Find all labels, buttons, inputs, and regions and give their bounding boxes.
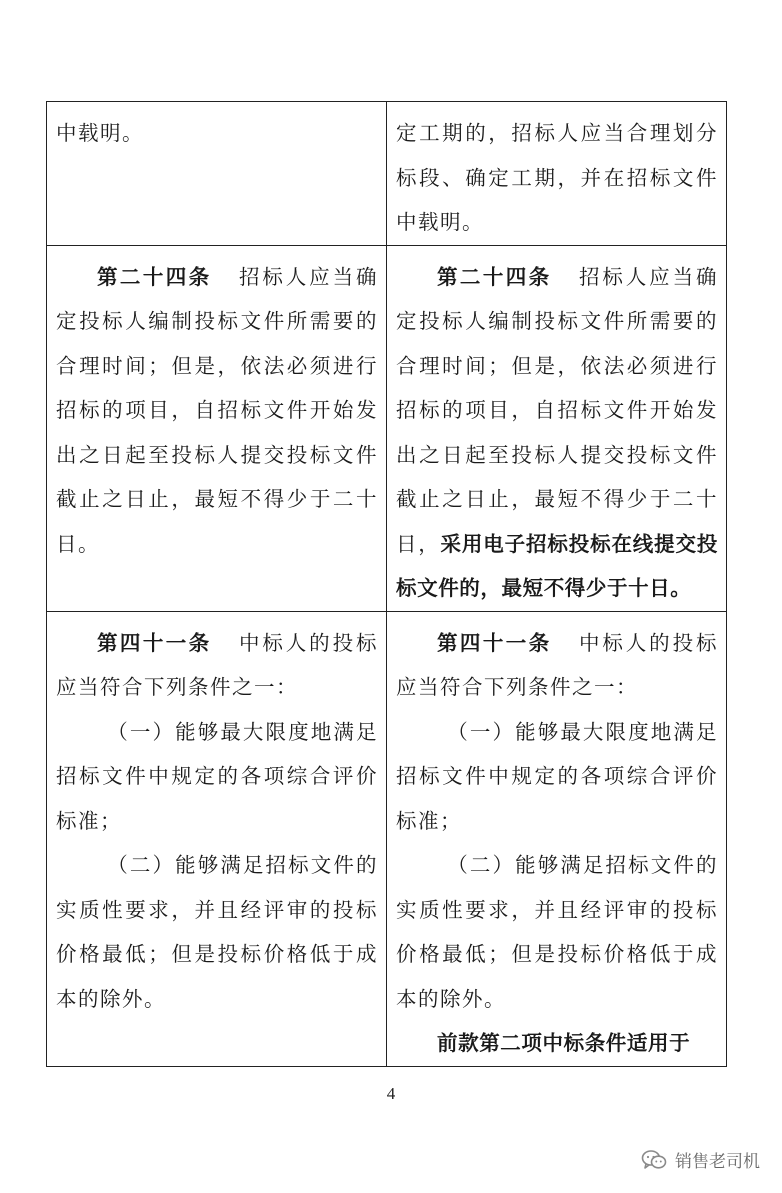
article-number: 第四十一条 [437,630,552,655]
article-text: 中标人的投标应当符合下列条件之一： [396,630,719,699]
article-paragraph [396,621,718,710]
table-cell-right [387,245,727,611]
wechat-icon [641,1149,667,1171]
clause-item-1: （一）能够最大限度地满足招标文件中规定的各项综合评价标准； [56,719,378,833]
amended-text: 采用电子招标投标在线提交投标文件的，最短不得少于十日。 [396,531,718,600]
article-number: 第四十一条 [97,630,212,655]
cell-text: 定工期的，招标人应当合理划分标段、确定工期，并在招标文件中载明。 [396,121,718,234]
watermark [641,1147,760,1172]
article-number: 第二十四条 [437,264,552,289]
comparison-table [46,101,727,1067]
watermark-text: 销售老司机 [675,1152,760,1172]
table-cell-left [47,102,387,246]
clause-item-1: （一）能够最大限度地满足招标文件中规定的各项综合评价标准； [396,719,718,833]
article-paragraph [396,255,718,611]
table-cell-left [47,611,387,1066]
table-row [47,102,727,246]
article-text: 招标人应当确定投标人编制投标文件所需要的合理时间；但是，依法必须进行招标的项目，自招标文件开始发出之日起至投标人提交投标文件截止之日止，最短不得少于二十日。 [56,264,379,556]
table-row [47,245,727,611]
cell-text: 中载明。 [56,121,144,145]
table-cell-left [47,245,387,611]
table-row [47,611,727,1066]
article-paragraph [56,255,378,567]
amended-text: 前款第二项中标条件适用于 [437,1031,691,1055]
clause-item-2: （二）能够满足招标文件的实质性要求，并且经评审的投标价格最低；但是投标价格低于成本的除外。 [396,853,718,1011]
article-text: 招标人应当确定投标人编制投标文件所需要的合理时间；但是，依法必须进行招标的项目，自招标文件开始发出之日起至投标人提交投标文件截止之日止，最短不得少于二十日， [396,264,719,556]
clause-item-2: （二）能够满足招标文件的实质性要求，并且经评审的投标价格最低；但是投标价格低于成本的除外。 [56,853,378,1011]
article-number: 第二十四条 [97,264,212,289]
table-cell-right [387,611,727,1066]
page-number: 4 [386,1084,396,1103]
article-paragraph [56,621,378,710]
table-cell-right [387,102,727,246]
article-text: 中标人的投标应当符合下列条件之一： [56,630,379,699]
